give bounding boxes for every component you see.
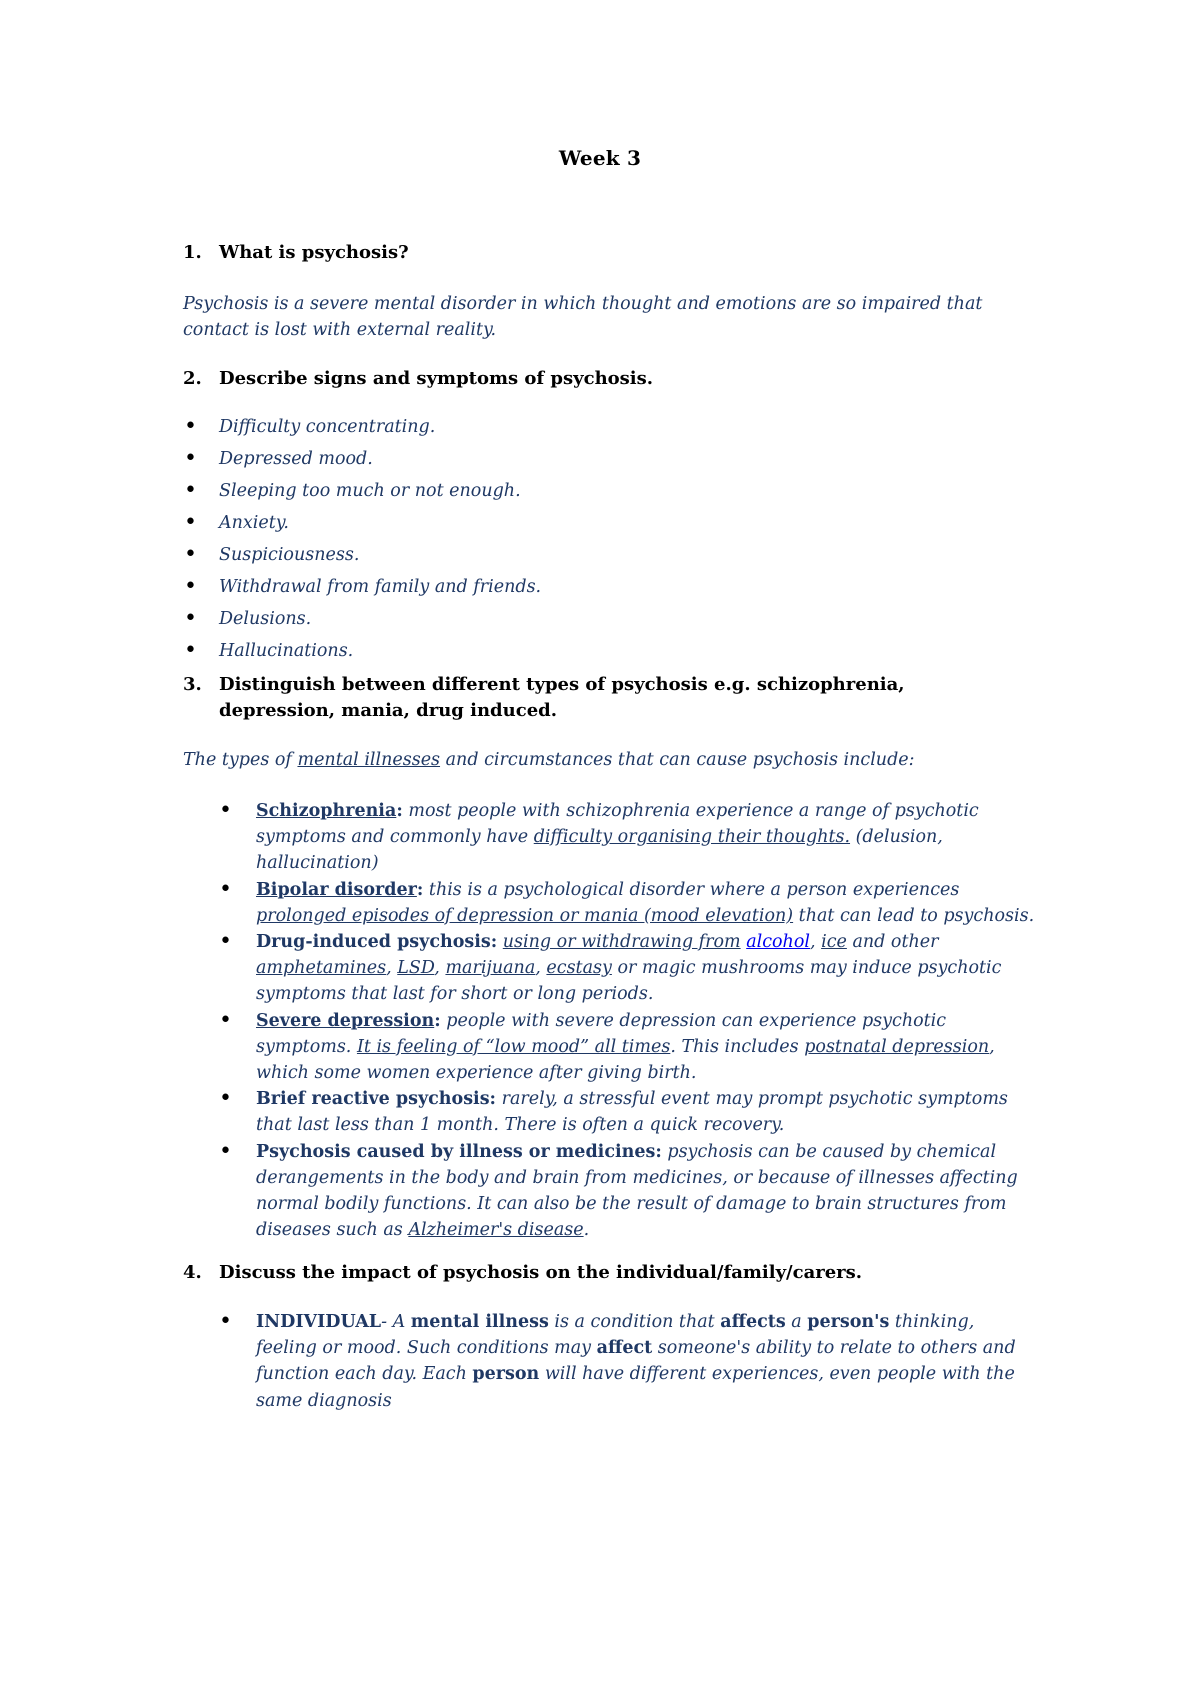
question-text: Discuss the impact of psychosis on the individual/family/carers.	[219, 1262, 863, 1283]
mental-illnesses-link[interactable]: mental illnesses	[297, 750, 441, 770]
item-text: thinking, feeling or mood. Such conditions may	[256, 1312, 975, 1359]
term: INDIVIDUAL	[256, 1312, 382, 1332]
term-colon: :	[396, 801, 403, 821]
impact-list	[219, 1309, 1039, 1414]
question-4	[183, 1260, 979, 1286]
item-text: - A	[381, 1312, 411, 1332]
question-text: Describe signs and symptoms of psychosis.	[219, 368, 654, 389]
list-item-bipolar	[219, 877, 1039, 929]
intro-text: and circumstances that can cause psychosis include:	[440, 750, 915, 770]
item-text: most people with schizophrenia experience a range of psychotic symptoms and commonly have	[256, 801, 979, 848]
list-item-schizophrenia	[219, 798, 1039, 877]
list-item: • Withdrawal from family and friends.	[183, 571, 541, 603]
item-text: that can lead to psychosis.	[793, 905, 1035, 926]
item-text: .	[583, 1220, 590, 1241]
item-text: ,	[535, 958, 547, 979]
page-title: Week 3	[558, 146, 642, 170]
schizophrenia-link[interactable]: Schizophrenia	[256, 801, 397, 821]
item-text: a	[785, 1312, 808, 1332]
list-item: • Delusions.	[183, 603, 541, 635]
bold-text: affect	[596, 1338, 653, 1359]
item-text: ,	[434, 958, 446, 979]
symptom-list	[183, 411, 541, 667]
question-text: What is psychosis?	[219, 242, 409, 263]
ice-link[interactable]: ice	[821, 932, 847, 953]
item-text: (delusion, hallucination)	[256, 827, 943, 874]
list-item: • Difficulty concentrating.	[183, 411, 541, 443]
psychosis-types-list	[219, 798, 1039, 1243]
item-text: . This includes	[670, 1036, 805, 1057]
underlined-text: prolonged episodes of depression or mania (mood elevation)	[256, 905, 794, 926]
bipolar-link[interactable]: Bipolar disorder	[256, 879, 417, 900]
marijuana-link[interactable]: marijuana	[445, 958, 536, 979]
question-number: 3.	[183, 674, 202, 695]
list-item-illness-medicines	[219, 1139, 1039, 1244]
list-item: • Anxiety.	[183, 507, 541, 539]
list-item-severe-depression	[219, 1008, 1039, 1087]
list-item: • Sleeping too much or not enough.	[183, 475, 541, 507]
alzheimers-link[interactable]: Alzheimer's disease	[408, 1220, 584, 1241]
list-item-individual	[219, 1309, 1039, 1414]
term: Drug-induced psychosis:	[256, 932, 498, 953]
alcohol-link[interactable]: alcohol	[746, 932, 810, 953]
term-colon: :	[416, 879, 424, 900]
question-number: 4.	[183, 1262, 202, 1283]
bold-text: person's	[807, 1312, 890, 1332]
bold-text: person	[472, 1364, 540, 1385]
question-2	[183, 366, 979, 392]
question-number: 2.	[183, 368, 202, 389]
bold-text: affects	[720, 1312, 786, 1332]
list-item: • Hallucinations.	[183, 635, 541, 667]
intro-text: The types of	[183, 750, 298, 770]
underlined-text: using or withdrawing from	[502, 932, 741, 953]
item-text: and other	[846, 932, 939, 953]
item-text: someone's ability to relate to others and function each day. Each	[256, 1338, 1016, 1385]
item-text: ,	[809, 932, 822, 953]
postnatal-depression-link[interactable]: postnatal depression	[804, 1036, 990, 1057]
list-item-drug-induced	[219, 929, 1039, 1008]
amphetamines-link[interactable]: amphetamines	[256, 958, 387, 979]
answer-3-intro	[183, 747, 1033, 773]
question-3	[183, 672, 979, 724]
underlined-text: difficulty organising their thoughts.	[533, 827, 851, 848]
item-text: people with severe depression can experience psychotic symptoms.	[256, 1010, 947, 1057]
bold-text: mental illness	[410, 1312, 549, 1332]
list-item-brief-reactive	[219, 1086, 1039, 1138]
question-text: Distinguish between different types of psychosis e.g. schizophrenia, depression, mania, drug induced.	[219, 674, 905, 721]
severe-depression-link[interactable]: Severe depression	[256, 1010, 435, 1031]
underlined-text: It is feeling of “low mood” all times	[356, 1036, 671, 1057]
question-number: 1.	[183, 242, 202, 263]
item-text: this is a psychological disorder where a person experiences	[423, 879, 960, 900]
term: Brief reactive psychosis:	[256, 1089, 497, 1110]
question-1	[183, 240, 979, 266]
lsd-link[interactable]: LSD	[397, 958, 435, 979]
term-colon: :	[434, 1010, 441, 1031]
item-text: ,	[386, 958, 398, 979]
item-text: will have different experiences, even people with the same diagnosis	[256, 1364, 1015, 1411]
item-text: psychosis can be caused by chemical derangements in the body and brain from medicines, or because of illnesses affecting normal bodily functions. It can also be the result of damage to brain structures from diseases such as	[256, 1141, 1018, 1241]
item-text: rarely, a stressful event may prompt psychotic symptoms that last less than 1 month. There is often a quick recovery.	[256, 1089, 1008, 1136]
list-item: • Depressed mood.	[183, 443, 541, 475]
list-item: • Suspiciousness.	[183, 539, 541, 571]
item-text: , which some women experience after giving birth.	[256, 1036, 995, 1084]
term: Psychosis caused by illness or medicines:	[256, 1141, 662, 1162]
answer-1: Psychosis is a severe mental disorder in which thought and emotions are so impaired that contact is lost with external reality.	[183, 294, 983, 340]
ecstasy-link[interactable]: ecstasy	[546, 958, 612, 979]
item-text: or magic mushrooms may induce psychotic symptoms that last for short or long periods.	[256, 958, 1002, 1005]
item-text: is a condition that	[548, 1312, 721, 1332]
